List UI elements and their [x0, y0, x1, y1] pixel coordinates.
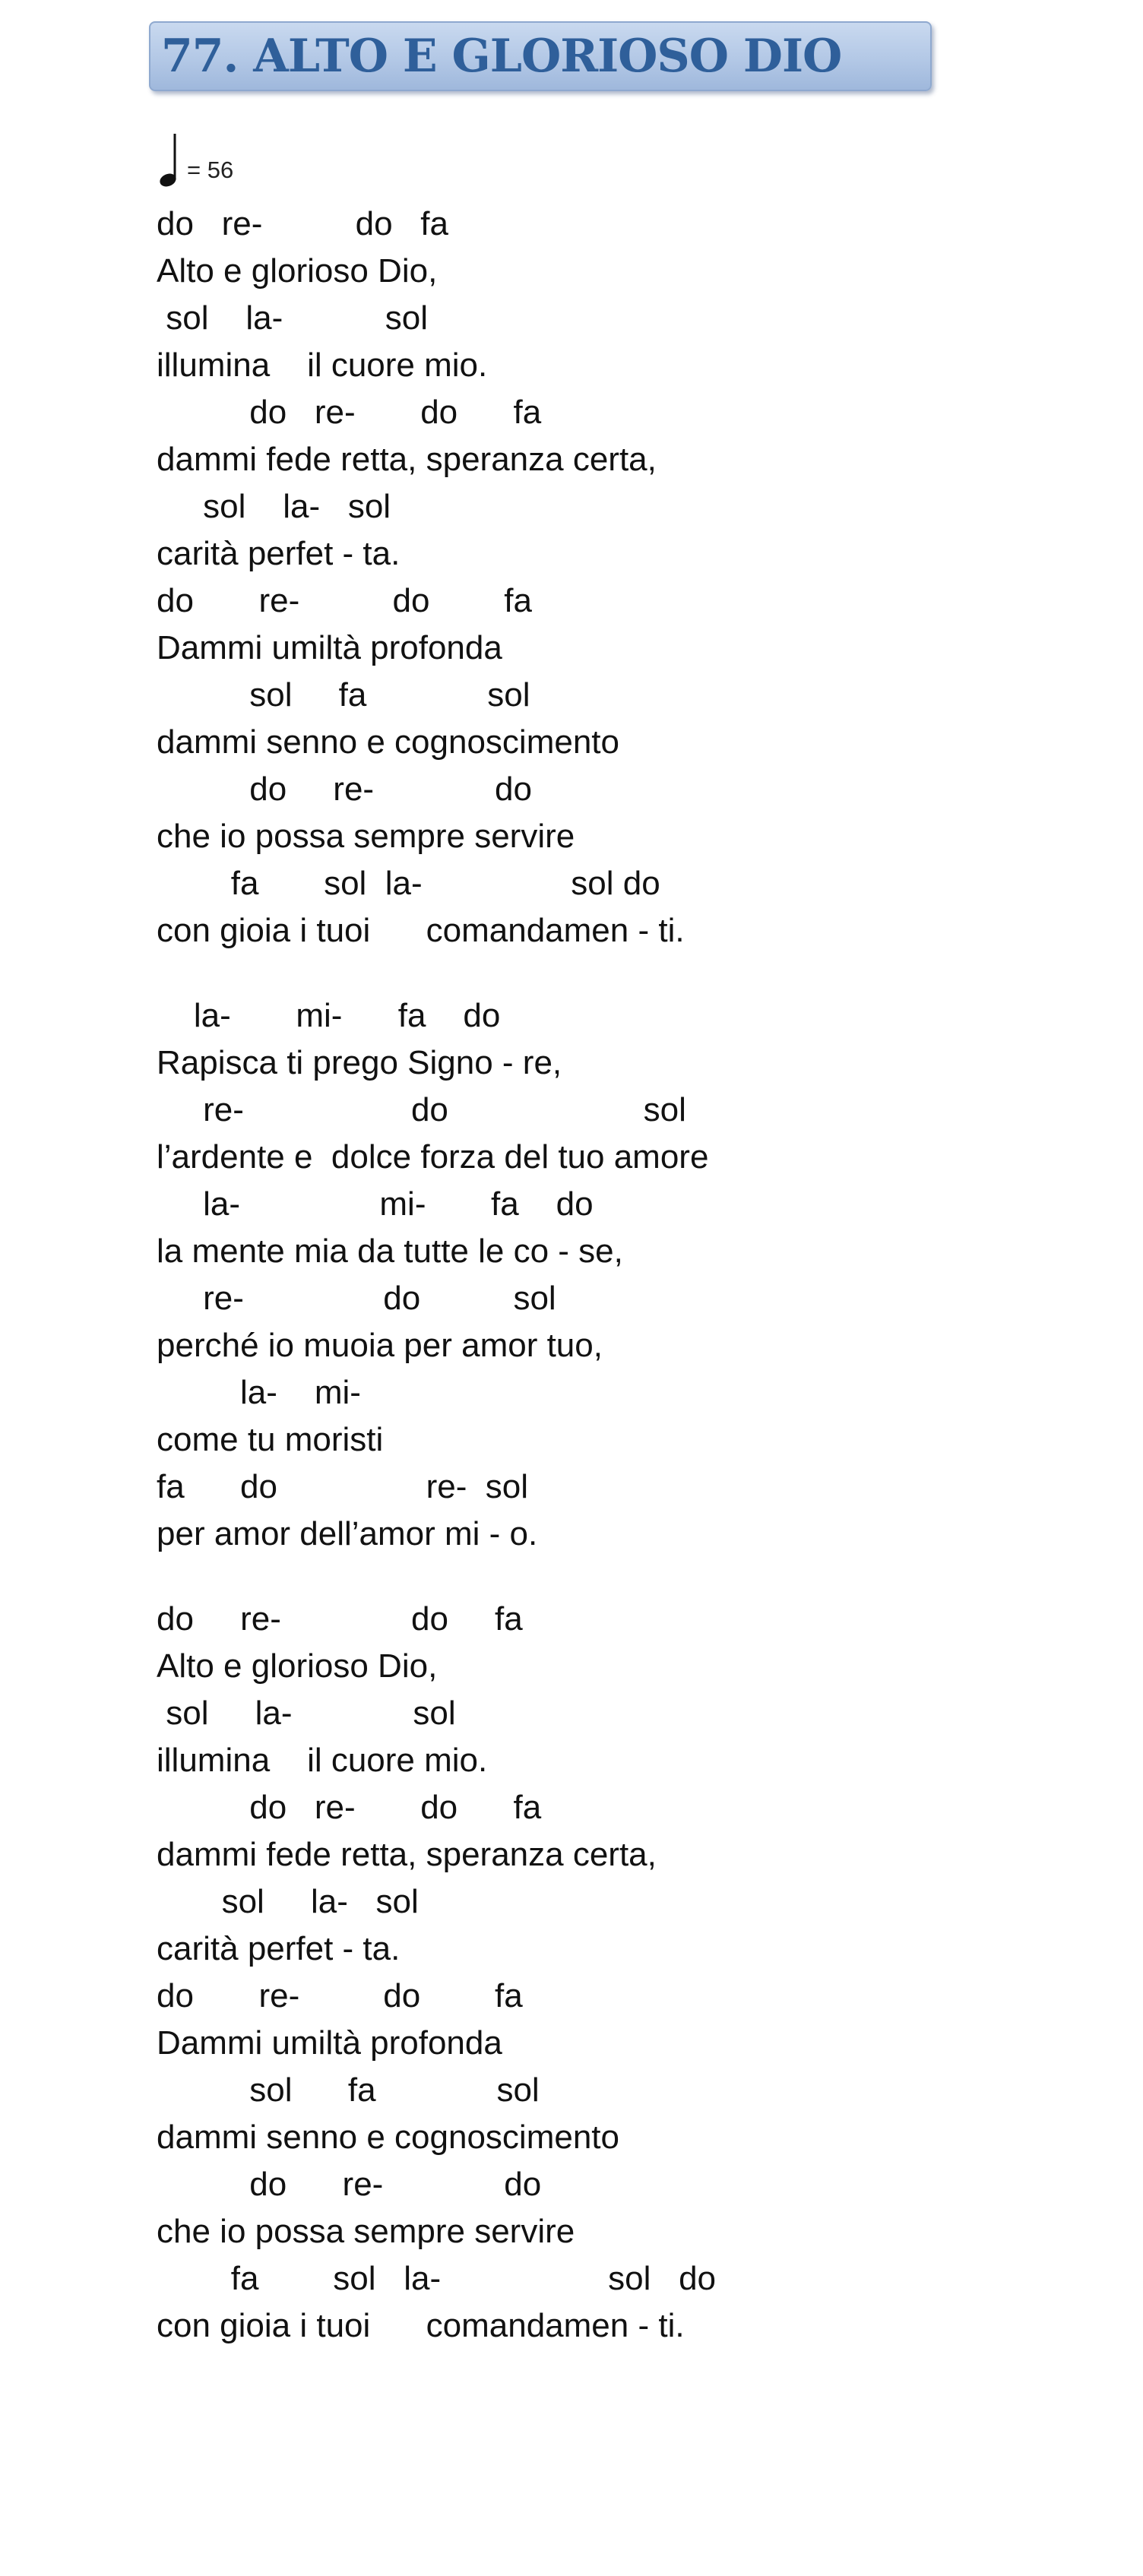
lyric-line: Alto e glorioso Dio, [157, 252, 438, 290]
chord-line: do re- do [157, 771, 532, 808]
lyric-line: illumina il cuore mio. [157, 1742, 488, 1779]
song-body [157, 201, 1069, 2350]
tempo-value: = 56 [187, 157, 234, 183]
lyric-line: Dammi umiltà profonda [157, 2024, 502, 2062]
lyric-line: illumina il cuore mio. [157, 347, 488, 384]
lyric-line: l’ardente e dolce forza del tuo amore [157, 1138, 709, 1176]
lyric-line: la mente mia da tutte le co - se, [157, 1233, 623, 1270]
lyric-line: con gioia i tuoi comandamen - ti. [157, 2307, 685, 2344]
chord-line: la- mi- [157, 1374, 361, 1411]
tempo-marking [157, 129, 309, 190]
chord-line: la- mi- fa do [157, 997, 501, 1034]
lyric-line: per amor dell’amor mi - o. [157, 1515, 538, 1552]
lyric-line: come tu moristi [157, 1421, 384, 1458]
lyric-line: Rapisca ti prego Signo - re, [157, 1044, 562, 1081]
stanza-3 [157, 1596, 1069, 2350]
lyric-line: che io possa sempre servire [157, 818, 575, 855]
chord-line: do re- do fa [157, 1789, 542, 1826]
lyric-line: con gioia i tuoi comandamen - ti. [157, 912, 685, 949]
chord-line: fa do re- sol [157, 1468, 529, 1505]
lyric-line: Dammi umiltà profonda [157, 629, 502, 666]
chord-line: sol fa sol [157, 676, 530, 714]
chord-line: la- mi- fa do [157, 1185, 594, 1223]
chord-line: fa sol la- sol do [157, 865, 660, 902]
stanza-1 [157, 201, 1069, 954]
lyric-line: carità perfet - ta. [157, 535, 401, 572]
chord-line: sol la- sol [157, 1883, 419, 1920]
chord-line: sol la- sol [157, 299, 428, 337]
chord-line: do re- do fa [157, 582, 532, 619]
lyric-line: Alto e glorioso Dio, [157, 1647, 438, 1685]
song-title: 77. ALTO E GLORIOSO DIO [161, 30, 842, 83]
stanza-2 [157, 992, 1069, 1558]
chord-line: do re- do fa [157, 394, 542, 431]
chord-line: do re- do fa [157, 1977, 523, 2014]
lyric-line: dammi senno e cognoscimento [157, 2119, 619, 2156]
chord-line: fa sol la- sol do [157, 2260, 717, 2297]
chord-line: do re- do [157, 2166, 542, 2203]
chord-line: re- do sol [157, 1091, 686, 1128]
chord-line: do re- do fa [157, 205, 448, 242]
lyric-line: dammi fede retta, speranza certa, [157, 441, 657, 478]
title-banner [149, 21, 932, 91]
quarter-note-icon [157, 129, 182, 190]
lyric-line: dammi senno e cognoscimento [157, 723, 619, 761]
lyric-line: che io possa sempre servire [157, 2213, 575, 2250]
lyric-line: perché io muoia per amor tuo, [157, 1327, 603, 1364]
lyric-line: dammi fede retta, speranza certa, [157, 1836, 657, 1873]
chord-line: do re- do fa [157, 1600, 523, 1638]
chord-line: sol la- sol [157, 488, 391, 525]
chord-line: sol la- sol [157, 1695, 456, 1732]
lyric-line: carità perfet - ta. [157, 1930, 401, 1967]
chord-line: sol fa sol [157, 2071, 540, 2109]
chord-line: re- do sol [157, 1280, 556, 1317]
